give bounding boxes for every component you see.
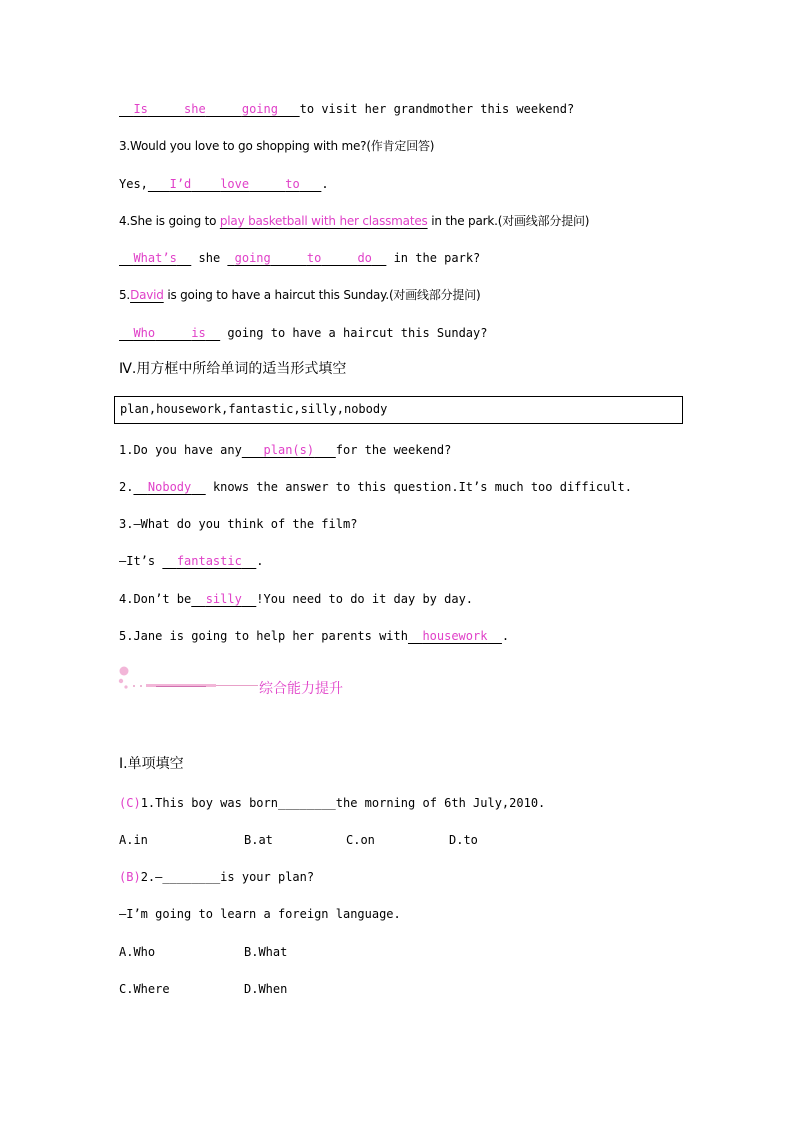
answer-blank: Who is [133,326,206,340]
option-a: A.Who [119,945,156,959]
question-line: Is she going to visit her grandmother this weekend? [119,101,574,117]
question-line: 3.—What do you think of the film? [119,517,358,531]
option-b: B.at [244,833,273,847]
answer-blank: housework [422,629,488,643]
question-prompt: 5.David is going to have a haircut this Sunday.(对画线部分提问) [119,288,481,302]
question-line: 2. Nobody knows the answer to this question.It’s much too difficult. [119,480,632,494]
answer-blank: plan(s) [263,443,315,457]
word-box [114,396,683,424]
question-line: —It’s fantastic . [119,554,264,568]
answer-blank: going to do [234,251,372,265]
question-line: —I’m going to learn a foreign language. [119,907,401,921]
option-d: D.When [244,982,288,996]
answer-blank: I’d love to [169,177,300,191]
question-line: (B)2.—________is your plan? [119,870,315,884]
question-line: Yes, I’d love to . [119,177,329,191]
option-b: B.What [244,945,288,959]
question-line: 1.Do you have any plan(s) for the weekend? [119,443,452,457]
underlined-phrase: David [130,288,164,302]
option-d: D.to [449,833,478,847]
answer-choice: B [126,870,134,884]
section-heading: Ⅳ.用方框中所给单词的适当形式填空 [119,361,347,377]
banner-decoration-icon [116,664,261,694]
answer-blank: fantastic [176,554,242,568]
answer-choice: C [126,796,134,810]
option-c: C.on [346,833,375,847]
banner-title: 综合能力提升 [259,681,343,697]
answer-blank: Is she going [133,102,278,116]
option-c: C.Where [119,982,170,996]
question-line: (C)1.This boy was born________the morning of 6th July,2010. [119,796,546,810]
underlined-phrase: play basketball with her classmates [219,214,428,228]
answer-blank: What’s [133,251,177,265]
answer-blank: Nobody [147,480,192,494]
option-a: A.in [119,833,148,847]
section-heading: Ⅰ.单项填空 [119,756,184,772]
question-line: What’s she going to do in the park? [119,250,480,266]
question-line: 4.Don’t be silly !You need to do it day by day. [119,592,474,606]
question-prompt: 3.Would you love to go shopping with me?(作肯定回答) [119,139,435,153]
answer-blank: silly [205,592,242,606]
word-box-words: plan,housework,fantastic,silly,nobody [120,402,388,416]
question-line: 5.Jane is going to help her parents with housework . [119,629,510,643]
question-line: Who is going to have a haircut this Sunday? [119,325,487,341]
question-prompt: 4.She is going to play basketball with her classmates in the park.(对画线部分提问) [119,214,590,228]
